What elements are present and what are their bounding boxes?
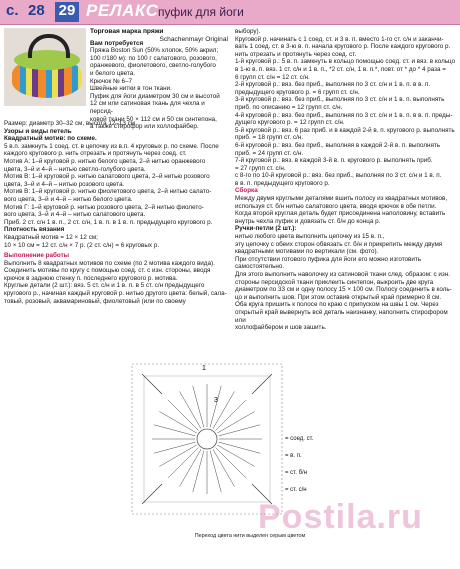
- legend-item: = в. п.: [285, 453, 302, 459]
- materials-line: 100 г/180 м): по 100 г салатового, розового,: [90, 54, 217, 62]
- diagram-caption: Переход цвета нити выделен серым цветом: [194, 533, 306, 539]
- materials-line: Пуфик для йоги диаметром 30 см и высотой: [90, 92, 220, 100]
- watermark: Postila.ru: [258, 498, 423, 536]
- materials-line: ковой ткани 50 × 112 см и 50 см синтепона,: [90, 115, 217, 123]
- materials-line: а также стирофор или холлофайбер.: [90, 123, 199, 131]
- stitch-mark: [168, 400, 198, 430]
- round-line: Круговой р. начинать с 1 соед. ст. и 3 в. п. вместо 1-го ст. с/н и заканчи-: [235, 35, 444, 43]
- work-line: кругового р., начиная каждый круговой р. нитью другого цвета: белый, сала-: [4, 290, 227, 298]
- materials-list: [90, 47, 228, 131]
- round-line: в 1-ю в. п. вяз. 1 ст. с/н и 1 в. п., *2 ст. с/н, 1 в. п.*, повт. от * до * 4 раза =: [235, 65, 446, 73]
- brand-value: Schachenmayr Original: [159, 35, 228, 43]
- work-line: крючок в заднюю стенку п. последнего кругового р. мотива.: [4, 274, 178, 282]
- handles-line: стороны персидской ткани приклеить синтепон, выкроить две круга: [235, 278, 434, 286]
- pattern-line: вого цвета, 3–й и 4–й – нитью салатового цвета.: [4, 211, 146, 219]
- materials-line: Швейные нитки в тон ткани.: [90, 85, 172, 93]
- page-prefix: с.: [6, 2, 19, 19]
- work-line: Соединить мотивы по кругу с помощью соед. ст. с изн. стороны, вводя: [4, 267, 211, 275]
- round-line: 6 групп ст. с/н = 12 ст. с/н.: [235, 73, 310, 81]
- round-line: 6-й круговой р.: вяз. без приб., выполняя в каждой 2-й в. п. выполнять: [235, 141, 441, 149]
- round-line: приб. по описанию = 12 групп ст. с/н.: [235, 103, 343, 111]
- page-header: [0, 0, 460, 25]
- materials-line: Пряжа Boston Sun (50% хлопок, 50% акрил;: [90, 47, 219, 55]
- patterns-title: Узоры и виды петель: [4, 127, 72, 135]
- pattern-line: цвета, 3–й и 4–й – нитью розового цвета.: [4, 180, 125, 188]
- handles-line: эту цепочку с обеих сторон обвязать ст. б/н и прикрепить между двумя: [235, 240, 443, 248]
- pattern-line: Мотив В: 1–й круговой р. нитью салатового цвета, 2–й нитью розового: [4, 173, 210, 181]
- handles-line: квадратными мотивами по вертикали (см. фото).: [235, 248, 379, 256]
- pattern-line: Приб. 2 ст. с/н 1 в. п., 2 ст. с/н, 1 в. п. в 1 в. п. предыдущего кругового р.: [4, 218, 213, 226]
- work-text: [4, 260, 228, 306]
- rounds-text: [235, 28, 457, 187]
- legend-item: = соед. ст.: [285, 436, 314, 442]
- round-line: = 27 групп ст. с/н.: [235, 164, 286, 172]
- stitch-mark: [213, 449, 235, 486]
- round-line: приб. = 24 групп ст. с/н.: [235, 149, 304, 157]
- round-line: предыдущего кругового р. = 6 групп ст. с/н.: [235, 88, 360, 96]
- pattern-line: цвета, 3–й и 4–й – нитью светло-голубого цвета.: [4, 165, 146, 173]
- pattern-line: 5 в.п. замкнуть 1 соед. ст. в цепочку из в.п. 4 круговых р. по схеме. После: [4, 142, 219, 150]
- diagram-legend: [285, 436, 355, 504]
- assembly-line: используя ст. б/н нитью салатового цвета, вводя крючок в обе петли.: [235, 202, 437, 210]
- round-line: приб. = 18 групп ст. с/н.: [235, 134, 304, 142]
- patterns-line: Квадратный мотив: по схеме.: [4, 135, 97, 143]
- svg-text:3: 3: [214, 397, 218, 404]
- handles-line: Оба круга пришить к полосе по краю с припуском на швы 1 см. Через: [235, 301, 439, 309]
- stitch-mark: [215, 447, 245, 477]
- legend-item: = ст. б/н: [285, 470, 308, 476]
- page-number-right: 29: [55, 2, 79, 22]
- handles-line: Для этого выполнить наволочку из сатиновой ткани след. образом: с изн.: [235, 271, 451, 278]
- handles-line: нитью любого цвета выполнить цепочку из 15 в. п.,: [235, 233, 385, 241]
- page-number-left: 28: [28, 2, 45, 19]
- stitch-mark: [215, 400, 245, 430]
- round-line: нить отрезать и протянуть через соед. ст.: [235, 50, 357, 58]
- density-title: Плотность вязания: [4, 226, 65, 234]
- stitch-mark: [210, 386, 221, 428]
- pattern-text: [4, 143, 228, 227]
- round-line: с 8-го по 10-й круговой р.: вяз. без приб., выполняя по 3 ст. с/н и 1 в. п.: [235, 172, 442, 180]
- assembly-line: внутрь чехла пуфик и довязать ст. б/н до конца р.: [235, 217, 381, 225]
- stitch-mark: [193, 386, 204, 428]
- stitch-mark: [159, 445, 196, 467]
- stitch-mark: [219, 442, 261, 453]
- stitch-mark: [154, 425, 196, 436]
- size-line: Размер: диаметр 30–32 см, высота 12–13 см.: [4, 120, 137, 127]
- round-line: 4-й круговой р.: вяз. без приб., выполняя по 3 ст. с/н и 1 в. п. в в. п. преды-: [235, 111, 453, 119]
- materials-title: Вам потребуется: [90, 39, 144, 47]
- density-line: 10 × 10 см = 12 ст. с/н × 7 р. (2 ст. с/н) = 6 круговых р.: [4, 241, 160, 249]
- svg-text:1: 1: [202, 365, 206, 372]
- handles-line: При отсутствии готового пуфика для йоги его можно изготовить самостоятельно.: [235, 255, 422, 271]
- round-line: выбору).: [235, 28, 261, 35]
- pattern-line: Мотив А: 1–й круговой р. нитью белого цвета, 2–й нитью оранжевого: [4, 157, 206, 165]
- round-line: 2-й круговой р.: вяз. без приб., выполняя по 3 ст. с/н и 1 в. п. в в. п.: [235, 81, 431, 89]
- materials-line: Крючок № 6–7: [90, 77, 133, 85]
- legend-item: = ст. с/н: [285, 487, 307, 493]
- page-title: РЕЛАКС: [86, 1, 159, 20]
- work-line: Выполнить 8 квадратных мотивов по схеме (по 2 мотива каждого вида).: [4, 259, 215, 267]
- brand-label: Торговая марка пряжи: [90, 28, 164, 35]
- work-title: Выполнение работы: [4, 252, 70, 260]
- stitch-mark: [180, 391, 202, 428]
- handles-title: Ручки-петли (2 шт.):: [235, 225, 297, 233]
- stitch-mark: [217, 445, 254, 467]
- density-text: [4, 234, 228, 249]
- assembly-line: Между двумя круглыми деталями вшить полосу из квадратных мотивов,: [235, 195, 448, 203]
- handles-line: открытый край вывернуть всё деталь наизнанку, наполнить стирофором или: [235, 308, 448, 324]
- materials-block: [90, 28, 228, 131]
- stitch-mark: [217, 412, 254, 434]
- work-line: Круглые детали (2 шт.): вяз. 5 ст. с/н и 1 в. п. в 5 ст. с/н предыдущего: [4, 282, 205, 290]
- stitch-mark: [210, 451, 221, 493]
- pattern-line: Мотив Г: 1–й круговой р. нитью розового цвета, 2–й нитью фиолето-: [4, 203, 204, 211]
- stitch-mark: [193, 451, 204, 493]
- assembly-title: Сборка: [235, 187, 258, 195]
- pouf-photo: [4, 28, 86, 106]
- handles-text: [235, 233, 457, 332]
- pattern-line: каждого кругового р. нить отрезать и протянуть через соед. ст.: [4, 150, 187, 158]
- handles-line: холлофайбером и шов зашить.: [235, 324, 327, 332]
- round-line: дущего кругового р. = 12 групп ст. с/н.: [235, 119, 345, 127]
- page-subtitle: пуфик для йоги: [158, 5, 244, 19]
- stitch-mark: [180, 449, 202, 486]
- pattern-line: вого цвета, 3–й и 4–й – нитью белого цвета.: [4, 195, 133, 203]
- materials-line: оранжевого, фиолетового, светло-голубого: [90, 62, 216, 70]
- headphones-icon: [28, 34, 70, 58]
- assembly-text: [235, 195, 457, 225]
- stitch-mark: [159, 412, 196, 434]
- stitch-mark: [154, 442, 196, 453]
- left-column: [4, 120, 228, 305]
- round-line: в в. п. предыдущего кругового р.: [235, 179, 330, 187]
- pattern-line: Мотив В: 1–й круговой р. нитью фиолетового цвета, 2–й нитью салато-: [4, 188, 212, 196]
- assembly-line: Когда второй круглая деталь будет присоединена наполовину, вставить: [235, 210, 446, 218]
- density-line: Квадратный мотив = 12 × 12 см;: [4, 233, 98, 241]
- round-line: вать 1 соед. ст. в 3-ю в. п. начала кругового р. После каждого кругового р.: [235, 43, 451, 51]
- round-line: 1-й круговой р.: 5 в. п. замкнуть в кольцо помощью соед. ст. и вяз. в кольцо: [235, 58, 456, 66]
- right-column: [235, 28, 457, 332]
- round-line: 5-й круговой р.: вяз. 6 раз приб. и в каждой 2-й в. п. кругового р. выполнять: [235, 126, 455, 134]
- handles-line: диаметром по 33 см и одну полосу 15 × 100 см. Полосу соединить в коль-: [235, 286, 452, 294]
- materials-line: и белого цвета.: [90, 69, 135, 77]
- stitch-mark: [168, 447, 198, 477]
- handles-line: цо и выполнить шов. При этом оставив открытый край примерно 8 см.: [235, 293, 442, 301]
- work-line: товый, розовый, аквамариновый, фиолетовый (или по своему: [4, 297, 186, 305]
- materials-line: 12 см или сатиновая ткань для чехла и персид-: [90, 100, 205, 115]
- round-line: 7-й круговой р.: вяз. в каждой 3-й в. п. кругового р. выполнять приб.: [235, 157, 433, 165]
- stitch-mark: [219, 425, 261, 436]
- round-line: 3-й круговой р.: вяз. без приб., выполняя по 3 ст. с/н и 1 в. п. выполнять: [235, 96, 445, 104]
